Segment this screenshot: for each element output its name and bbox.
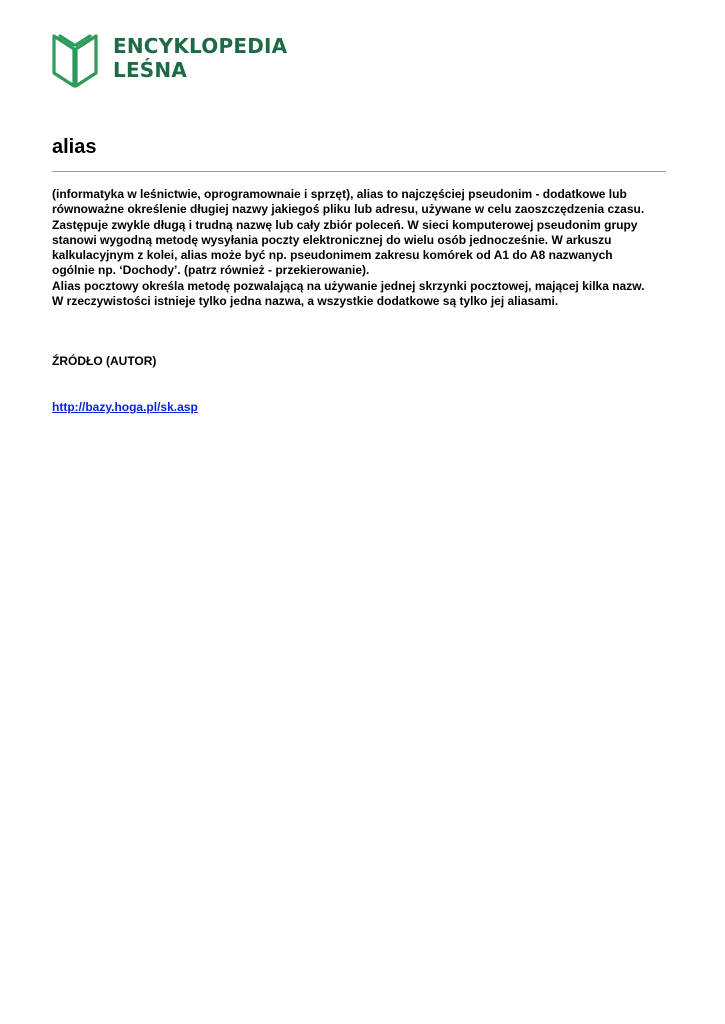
logo-line-2: LEŚNA <box>113 58 188 82</box>
logo-wordmark <box>113 34 287 82</box>
body-line: (informatyka w leśnictwie, oprogramownaie i sprzęt), alias to najczęściej pseudonim - dodatkowe lub <box>52 187 627 201</box>
body-line: stanowi wygodną metodę wysyłania poczty elektronicznej do wielu osób jednocześnie. W arkuszu <box>52 232 612 247</box>
page-title: alias <box>52 136 97 158</box>
title-divider <box>52 171 666 172</box>
body-line: Alias pocztowy określa metodę pozwalającą na używanie jednej skrzynki pocztowej, mającej kilka nazw. <box>52 278 645 293</box>
logo-line-1: ENCYKLOPEDIA <box>113 34 288 58</box>
body-line: Zastępuje zwykle długą i trudną nazwę lub cały zbiór poleceń. W sieci komputerowej pseudonim grupy <box>52 217 638 232</box>
body-line: W rzeczywistości istnieje tylko jedna nazwa, a wszystkie dodatkowe są tylko jej aliasami. <box>52 294 559 309</box>
article-body <box>52 187 666 309</box>
source-link[interactable]: http://bazy.hoga.pl/sk.asp <box>52 400 198 414</box>
source-heading: ŹRÓDŁO (AUTOR) <box>52 354 157 368</box>
logo <box>51 32 291 90</box>
body-line: kalkulacyjnym z kolei, alias może być np. pseudonimem zakresu komórek od A1 do A8 nazwanych <box>52 248 613 263</box>
open-book-icon <box>51 32 99 88</box>
body-line: równoważne określenie długiej nazwy jakiegoś pliku lub adresu, używane w celu zaoszczędzenia czasu. <box>52 202 645 217</box>
body-line: ogólnie np. ‘Dochody’. (patrz również - przekierowanie). <box>52 263 370 278</box>
